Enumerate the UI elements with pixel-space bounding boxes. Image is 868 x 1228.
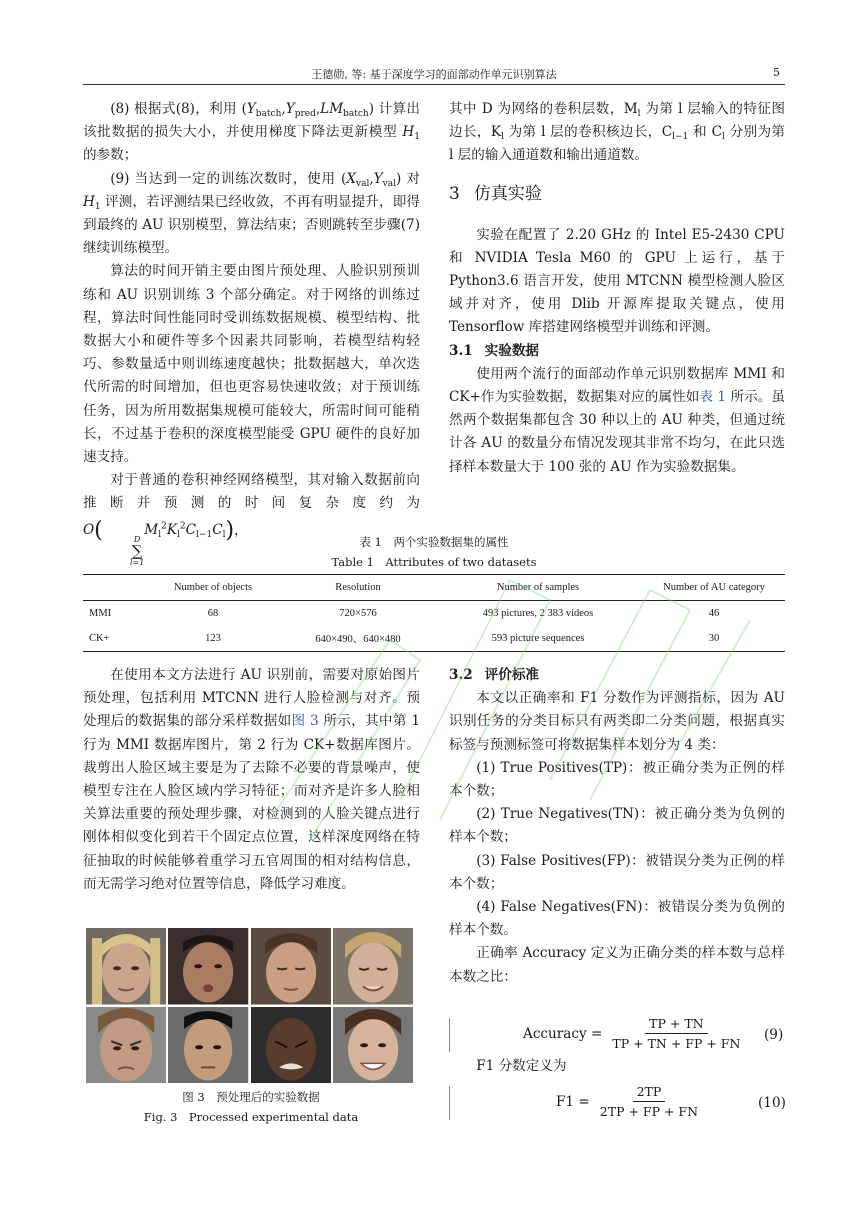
table-1-link[interactable]: 表 1	[699, 389, 727, 406]
table-cell: MMI	[89, 608, 112, 619]
paragraph-definitions: 其中 D 为网络的卷积层数，$M_l$ 为第 l 层输入的特征图边长，$K_l$ 为第 l 层的卷积核边长，$C_{l-1}$ 和 $C_l$ 分别为第 l 层的输入通道数和输出通道数。	[449, 101, 785, 164]
table-header-cell: Number of objects	[143, 575, 283, 601]
table-cell: 123	[143, 626, 283, 652]
table-header-cell: Number of AU category	[643, 575, 785, 601]
subsection-3-1-heading: 3.1 实验数据	[449, 342, 540, 359]
equation-10: F1 = $\frac{2TP}{2TP + FP + FN}$	[556, 1084, 699, 1119]
left-column-top	[83, 98, 420, 567]
step-8: (8) 根据式(8)，利用 $(Y_{batch},Y_{pred},LM_{batch})$ 计算出该批数据的损失大小，并使用梯度下降法更新模型 $H_1$ 的参数；	[83, 101, 421, 164]
right-column-f1	[449, 1055, 785, 1078]
table-cell: 640×490、640×480	[283, 626, 433, 652]
face-image	[168, 1007, 248, 1084]
table-cell: 720×576	[339, 608, 377, 619]
right-column-top	[449, 98, 785, 479]
table-1-caption-cn: 表 1 两个实验数据集的属性	[359, 535, 509, 549]
paragraph-datasets: 使用两个流行的面部动作单元识别数据库 MMI 和 CK+作为实验数据，数据集对应的属性如表 1 所示。虽然两个数据集都包含 30 种以上的 AU 种类，但通过统计各 AU 的数量分布情况发现其非常不均匀，在此只选择样本数量大于 100 张的 AU 作为实验数据集。	[449, 365, 785, 475]
paragraph-complexity: 对于普通的卷积神经网络模型，其对输入数据前向推断并预测的时间复杂度约为 O( D ∑ l=1 $M_l^2K_l^2C_{l-1}C_l$)，	[83, 472, 420, 568]
table-cell: 68	[207, 608, 219, 619]
header-rule	[83, 84, 785, 85]
paragraph-preprocessing: 在使用本文方法进行 AU 识别前，需要对原始图片预处理，包括利用 MTCNN 进行人脸检测与对齐。预处理后的数据集的部分采样数据如图 3 所示，其中第 1 行为 MMI 数据库图片，第 2 行为 CK+数据库图片。裁剪出人脸区域主要是为了去除不必要的背景噪声，使模型专注在人脸区域内学习特征；而对齐是许多人脸相关算法重要的预处理步骤，对检测到的人脸关键点进行刚体相似变化到若干个固定点位置，这样深度网络在特征抽取的时候能够着重学习五官周围的相对结构信息，而无需学习绝对位置等信息，降低学习难度。	[83, 667, 420, 892]
right-column-bottom	[449, 664, 785, 989]
list-item-tp: (1) True Positives(TP)：被正确分类为正例的样本个数；	[449, 759, 785, 800]
page-number: 5	[773, 66, 780, 79]
table-header-cell	[83, 575, 143, 601]
paragraph-environment: 实验在配置了 2.20 GHz 的 Intel E5-2430 CPU 和 NVIDIA Tesla M60 的 GPU 上运行，基于 Python3.6 语言开发，使用 MTCNN 模型检测人脸区域并对齐，使用 Dlib 开源库提取关键点，使用 Tensorflow 库搭建网络模型并训练和评测。	[449, 226, 785, 336]
face-image	[86, 1007, 166, 1084]
face-image	[168, 928, 248, 1005]
table-cell: 593 picture sequences	[433, 626, 643, 652]
complexity-formula: O( D ∑ l=1 $M_l^2K_l^2C_{l-1}C_l$)	[83, 518, 235, 568]
paragraph-time-cost: 算法的时间开销主要由图片预处理、人脸识别预训练和 AU 识别训练 3 个部分确定。对于网络的训练过程，算法时间性能同时受训练数据规模、模型结构、批数据大小和硬件等多个因素共同影响，若模型结构轻巧、参数量适中则训练速度越快；批数据越大，单次迭代所需的时间增加，但也更容易快速收敛；对于预训练任务，因为所用数据集规模可能较大，所需时间可能稍长，不过基于卷积的深度模型能受 GPU 硬件的良好加速支持。	[83, 263, 420, 466]
table-cell: 493 pictures, 2 383 videos	[482, 608, 594, 619]
figure-3-caption-cn: 图 3 预处理后的实验数据	[182, 1090, 320, 1104]
step-9: (9) 当达到一定的训练次数时，使用 $(X_{val},Y_{val})$ 对 $H_1$ 评测，若评测结果已经收敛，不再有明显提升，即得到最终的 AU 识别模型，算法结束；否则跳转至步骤(7)继续训练模型。	[83, 170, 421, 257]
table-1-caption-en: Table 1 Attributes of two datasets	[331, 555, 537, 569]
list-item-tn: (2) True Negatives(TN)：被正确分类为负例的样本个数；	[449, 806, 785, 846]
table-header-row	[83, 575, 785, 601]
table-1	[83, 574, 785, 652]
table-cell: 30	[643, 626, 785, 652]
equation-9-number: (9)	[764, 1027, 784, 1043]
face-image	[333, 1007, 413, 1084]
equation-9: Accuracy = $\frac{TP + TN}{TP + TN + FP + FN}$	[523, 1016, 741, 1051]
paragraph-accuracy-def: 正确率 Accuracy 定义为正确分类的样本数与总样本数之比：	[449, 945, 785, 985]
subsection-3-2-heading: 3.2 评价标准	[449, 667, 540, 683]
equation-10-marker	[449, 1086, 450, 1120]
left-column-bottom	[83, 664, 420, 896]
face-image	[251, 928, 331, 1005]
equation-9-marker	[449, 1018, 450, 1052]
list-item-fn: (4) False Negatives(FN)：被错误分类为负例的样本个数。	[449, 899, 785, 939]
page-header	[0, 64, 868, 84]
paragraph-f1-def: F1 分数定义为	[476, 1058, 567, 1074]
table-header-cell: Number of samples	[433, 575, 643, 601]
face-image	[251, 1007, 331, 1084]
figure-3-link[interactable]: 图 3	[291, 713, 319, 730]
paragraph-metrics: 本文以正确率和 F1 分数作为评测指标，因为 AU 识别任务的分类目标只有两类即二分类问题，根据真实标签与预测标签可将数据集样本划分为 4 类：	[449, 690, 785, 753]
face-image	[86, 928, 166, 1005]
table-row	[83, 601, 785, 627]
running-title: 王德勋, 等: 基于深度学习的面部动作单元识别算法	[311, 68, 557, 81]
section-3-heading: 3 仿真实验	[449, 183, 542, 204]
table-row	[83, 626, 785, 652]
figure-3-image	[86, 928, 413, 1083]
face-image	[333, 928, 413, 1005]
table-cell: 46	[708, 608, 720, 619]
table-header-cell: Resolution	[283, 575, 433, 601]
figure-3-caption-en: Fig. 3 Processed experimental data	[143, 1110, 359, 1124]
list-item-fp: (3) False Positives(FP)：被错误分类为正例的样本个数；	[449, 852, 785, 892]
table-cell: CK+	[83, 626, 143, 652]
equation-10-number: (10)	[758, 1095, 786, 1111]
